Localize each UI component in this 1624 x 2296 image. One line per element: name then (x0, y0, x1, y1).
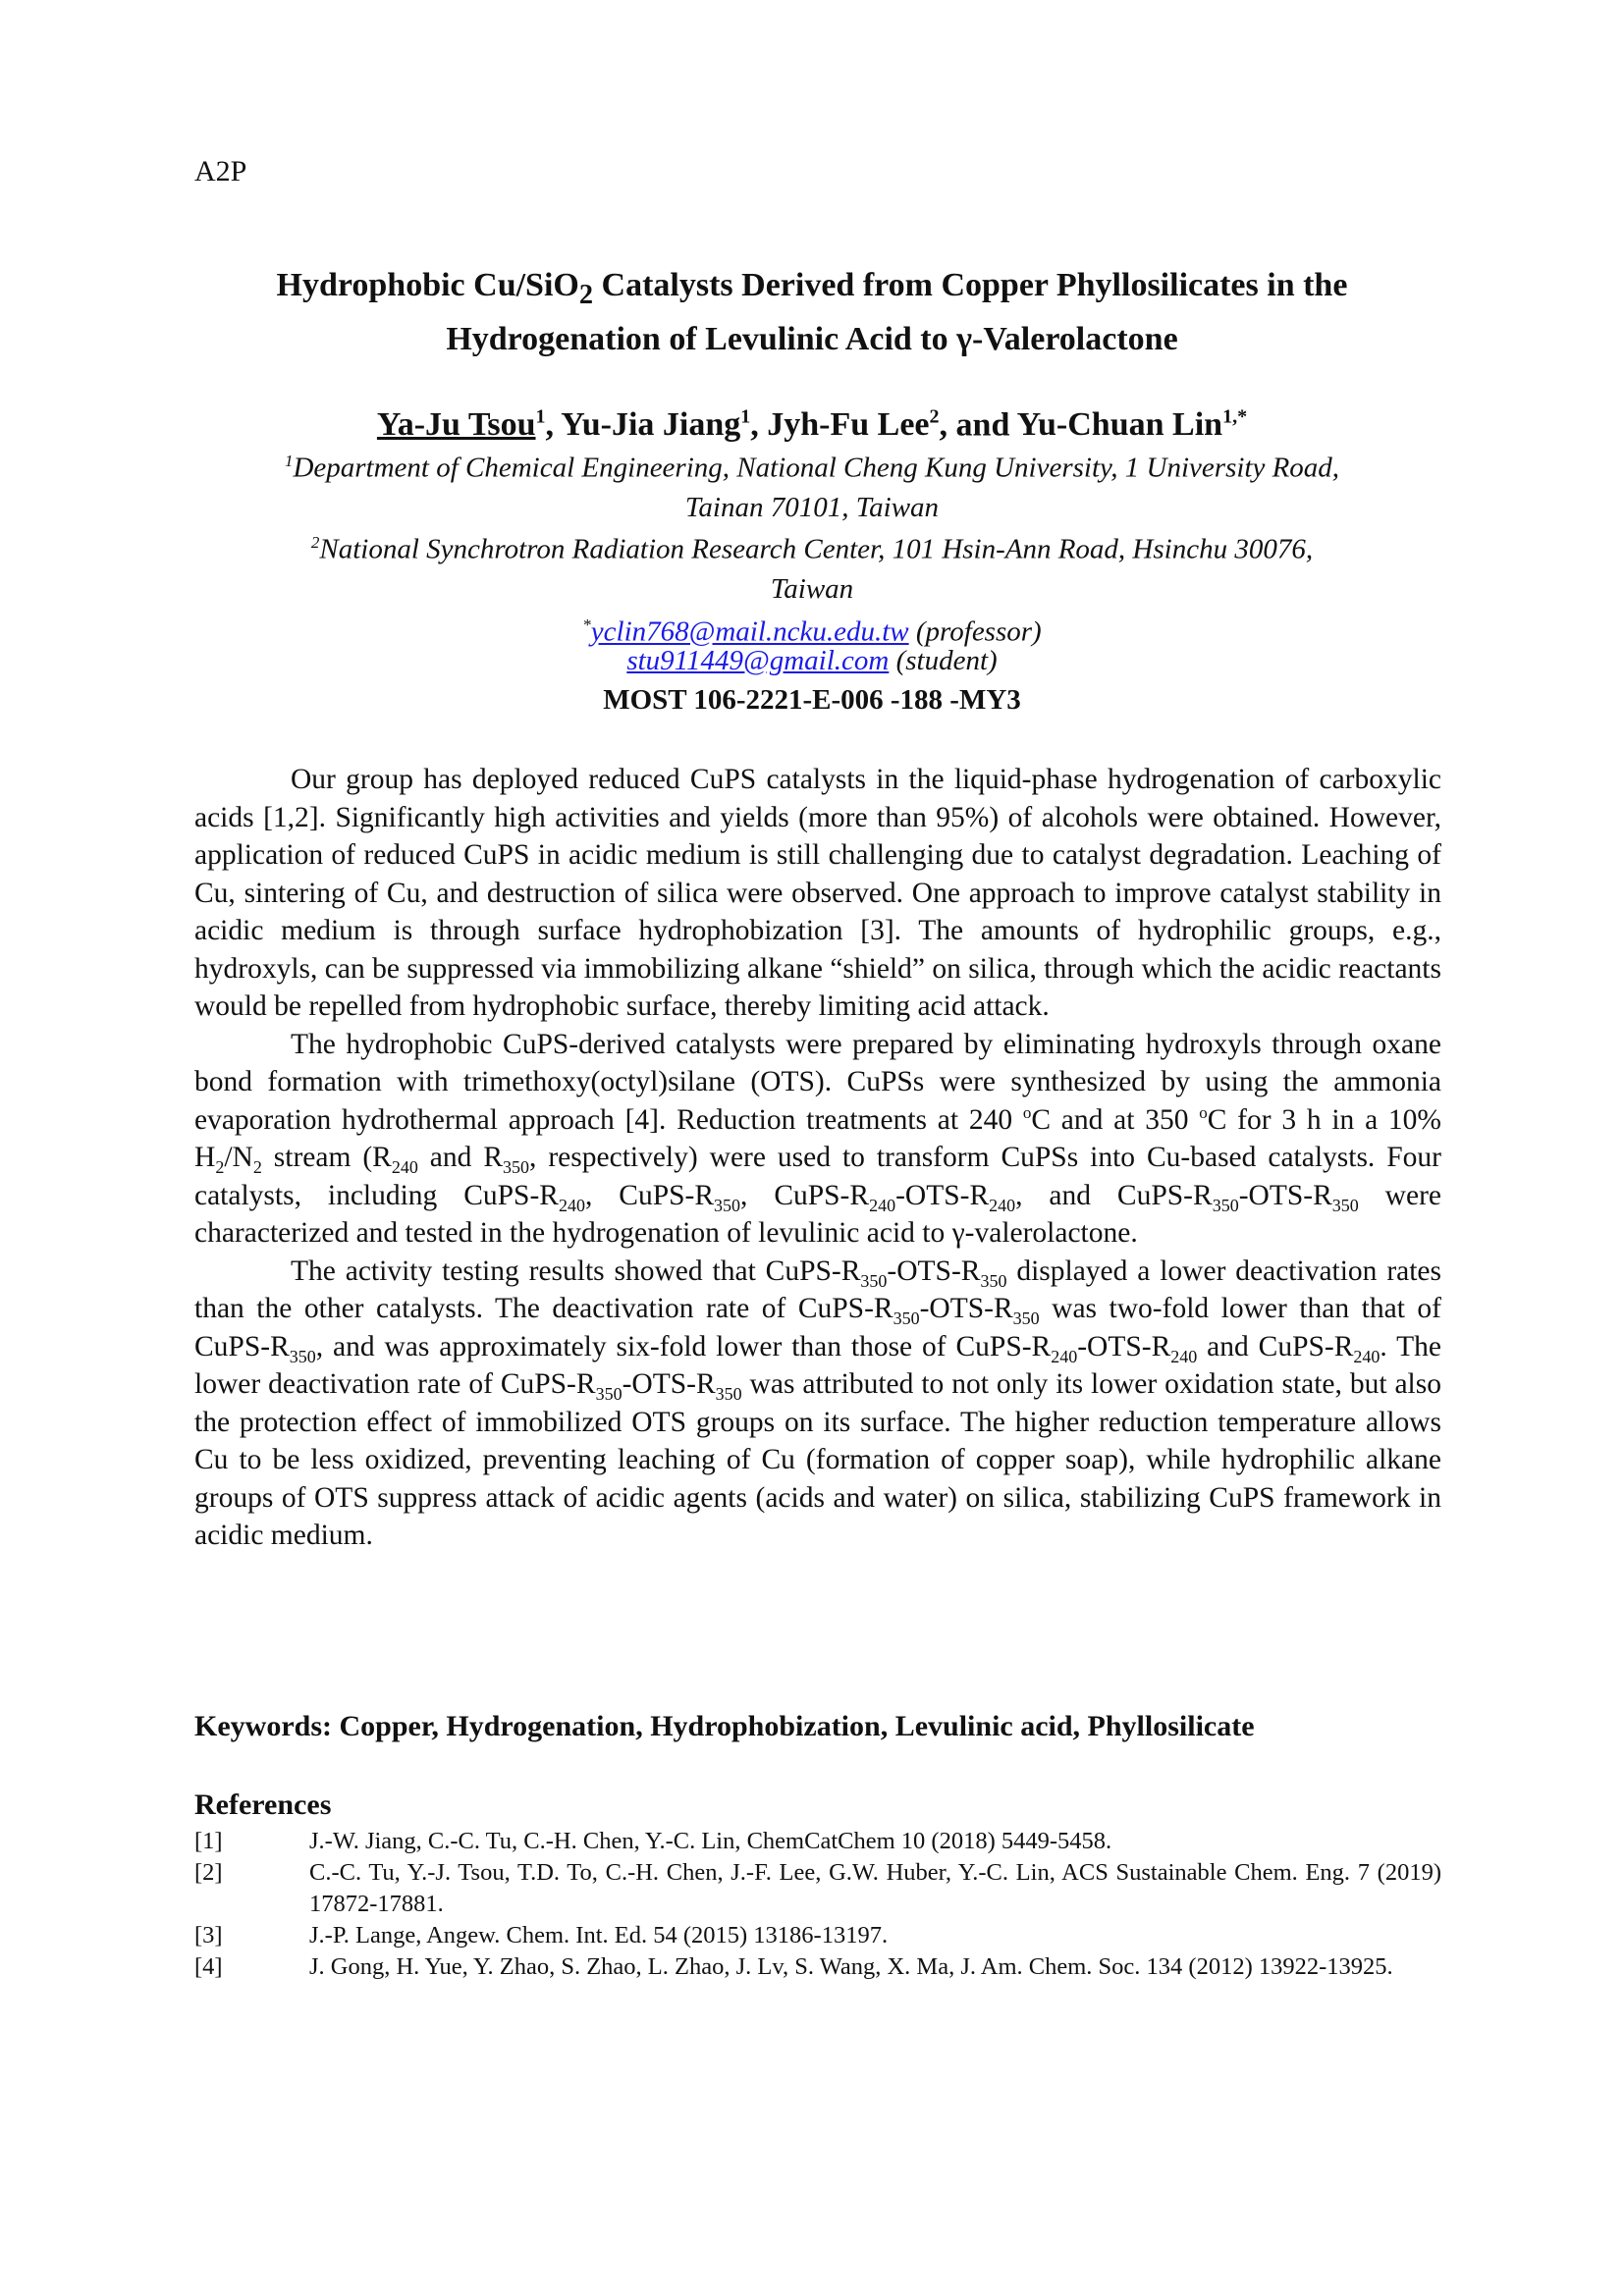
paragraph: The hydrophobic CuPS-derived catalysts were prepared by eliminating hydroxyls through oxane bond formation with trimethoxy(octyl)silane (OTS). CuPSs were synthesized by using the ammonia evaporation hydrothermal approach [4]. Reduction treatments at 240 $^o$C and at 350 $^o$C for 3 h in a 10% $H_2/N_2$ stream ($R_{240}$ and $R_{350}$, respectively) were used to transform CuPSs into Cu-based catalysts. Four catalysts, including CuPS-$R_{240}$, CuPS-$R_{350}$, CuPS-$R_{240}-OTS-R_{240}$, and CuPS-$R_{350}-OTS-R_{350}$ were characterized and tested in the hydrogenation of levulinic acid to γ-valerolactone. (194, 1028, 1441, 1249)
title-line-2: Hydrogenation of Levulinic Acid to γ-Valerolactone (446, 320, 1178, 357)
affiliation-2: $^2$National Synchrotron Radiation Research Center, 101 Hsin-Ann Road, Hsinchu 30076, Taiwan (310, 533, 1314, 605)
paragraph: The activity testing results showed that CuPS-$R_{350}-OTS-R_{350}$ displayed a lower deactivation rates than the other catalysts. The deactivation rate of CuPS-$R_{350}-OTS-R_{350}$ was two-fold lower than that of CuPS-$R_{350}$, and was approximately six-fold lower than those of CuPS-$R_{240}-OTS-R_{240}$ and CuPS-$R_{240}$. The lower deactivation rate of CuPS-$R_{350}-OTS-R_{350}$ was attributed to not only its lower oxidation state, but also the protection effect of immobilized OTS groups on its surface. The higher reduction temperature allows Cu to be less oxidized, preventing leaching of Cu (formation of copper soap), while hydrophilic alkane groups of OTS suppress attack of acidic agents (acids and water) on silica, stabilizing CuPS framework in acidic medium. (194, 1255, 1442, 1551)
contact-student: stu911449@gmail.com (student) (626, 645, 998, 676)
author: Yu-Chuan Lin$^{1,*}$ (1016, 406, 1248, 444)
author: Yu-Jia Jiang$^1$ (561, 406, 751, 444)
contact-professor: *yclin768@mail.ncku.edu.tw (professor) (582, 615, 1042, 648)
author-list: Ya-Ju Tsou$^1$, Yu-Jia Jiang$^1$, Jyh-Fu Lee$^2$, and Yu-Chuan Lin$^{1,*}$ (376, 406, 1248, 444)
keywords: Keywords: Copper, Hydrogenation, Hydrophobization, Levulinic acid, Phyllosilicate (194, 1710, 1255, 1742)
professor-email-link[interactable]: yclin768@mail.ncku.edu.tw (590, 615, 909, 648)
affiliation-1: $^1$Department of Chemical Engineering, National Cheng Kung University, 1 University Road, Tainan 70101, Taiwan (284, 452, 1340, 523)
reference-item: [1] J.-W. Jiang, C.-C. Tu, C.-H. Chen, Y.-C. Lin, ChemCatChem 10 (2018) 5449-5458. (194, 1828, 1112, 1854)
paper-title (147, 263, 1477, 361)
reference-item: [4] J. Gong, H. Yue, Y. Zhao, S. Zhao, L. Zhao, J. Lv, S. Wang, X. Ma, J. Am. Chem. Soc. 134 (2012) 13922-13925. (194, 1953, 1393, 1980)
abstract-code: A2P (194, 155, 247, 187)
author: Ya-Ju Tsou$^1$ (376, 406, 546, 444)
paragraph: Our group has deployed reduced CuPS catalysts in the liquid-phase hydrogenation of carboxylic acids [1,2]. Significantly high activities and yields (more than 95%) of alcohols were obtained. However, application of reduced CuPS in acidic medium is still challenging due to catalyst degradation. Leaching of Cu, sintering of Cu, and destruction of silica were observed. One approach to improve catalyst stability in acidic medium is through surface hydrophobization [3]. The amounts of hydrophilic groups, e.g., hydroxyls, can be suppressed via immobilizing alkane “shield” on silica, through which the acidic reactants would be repelled from hydrophobic surface, thereby limiting acid attack. (194, 764, 1441, 1022)
abstract-body (194, 761, 1441, 1555)
title-line-1: Hydrophobic Cu/SiO$_2$ Catalysts Derived from Copper Phyllosilicates in the (276, 267, 1348, 310)
references-heading: References (194, 1789, 332, 1821)
author: Jyh-Fu Lee$^2$ (767, 406, 940, 444)
reference-list (194, 1826, 1441, 1983)
reference-item: [2] C.-C. Tu, Y.-J. Tsou, T.D. To, C.-H. Chen, J.-F. Lee, G.W. Huber, Y.-C. Lin, ACS Sustainable Chem. Eng. 7 (2019) 17872-17881. (194, 1859, 1441, 1917)
reference-item: [3] J.-P. Lange, Angew. Chem. Int. Ed. 54 (2015) 13186-13197. (194, 1922, 889, 1949)
grant-number: MOST 106-2221-E-006 -188 -MY3 (603, 684, 1021, 716)
student-email-link[interactable]: stu911449@gmail.com (626, 645, 890, 676)
